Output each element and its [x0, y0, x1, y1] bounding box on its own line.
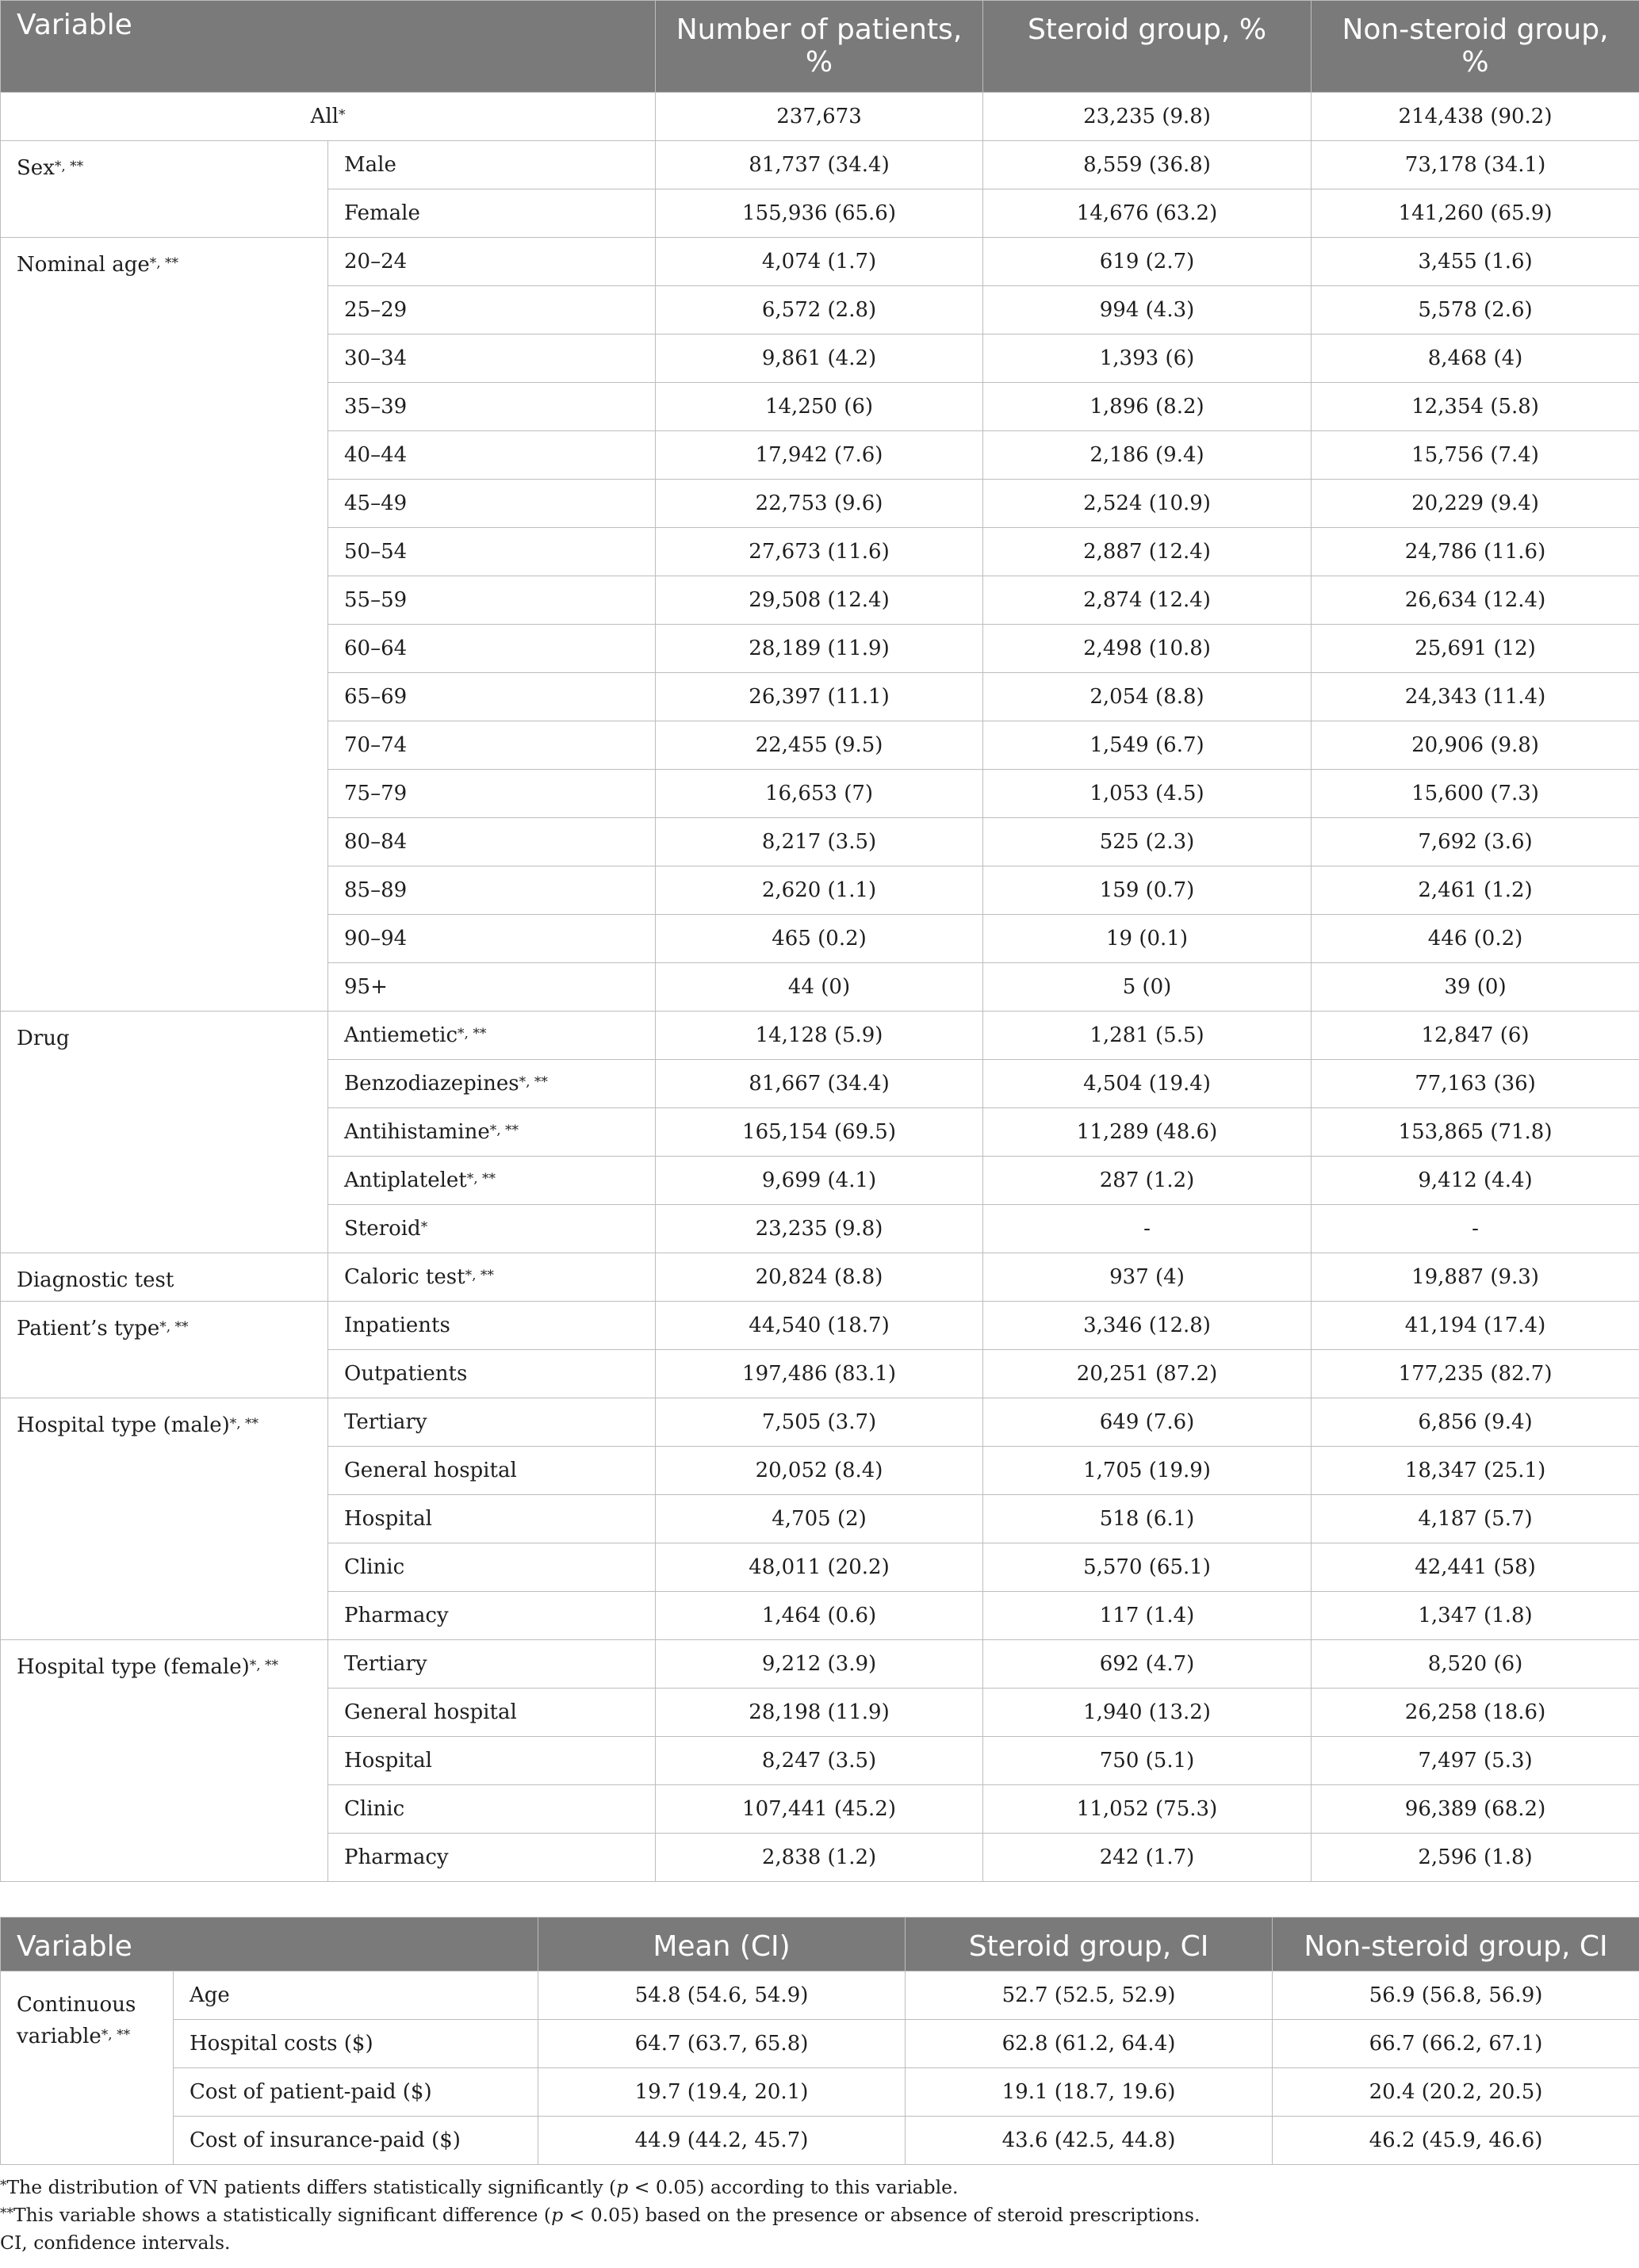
- cell-mean: 19.7 (19.4, 20.1): [538, 2068, 906, 2117]
- cell-steroid: 518 (6.1): [983, 1495, 1312, 1543]
- cell-non-steroid: 446 (0.2): [1312, 915, 1639, 963]
- significance-mark: *, **: [101, 2027, 131, 2044]
- cell-number: 20,824 (8.8): [656, 1253, 983, 1302]
- row-label: [328, 141, 656, 189]
- row-label: [328, 673, 656, 721]
- row-label: [328, 1350, 656, 1398]
- table-row: [1, 1012, 1639, 1060]
- row-label: [328, 1302, 656, 1350]
- cell-steroid: 2,498 (10.8): [983, 625, 1312, 673]
- row-label-text: 85–89: [344, 878, 408, 902]
- cell-number: 29,508 (12.4): [656, 576, 983, 625]
- cell-number: 6,572 (2.8): [656, 286, 983, 335]
- row-label: Cost of patient-paid ($): [174, 2068, 538, 2117]
- header-non-steroid-group: Non-steroid group, %: [1312, 1, 1639, 93]
- row-label-text: 55–59: [344, 587, 408, 612]
- header-variable: Variable: [1, 1, 656, 93]
- cell-steroid: 287 (1.2): [983, 1157, 1312, 1205]
- cell-number: 9,861 (4.2): [656, 335, 983, 383]
- row-label-text: Steroid: [344, 1216, 421, 1241]
- cell-steroid: 117 (1.4): [983, 1592, 1312, 1640]
- table-row: [1, 238, 1639, 286]
- row-label-text: Hospital: [344, 1506, 432, 1531]
- row-label: [328, 1543, 656, 1592]
- footnote-mark: **: [0, 2205, 13, 2221]
- cell-steroid: 20,251 (87.2): [983, 1350, 1312, 1398]
- cell-number: 17,942 (7.6): [656, 431, 983, 480]
- cell-non-steroid: 46.2 (45.9, 46.6): [1273, 2117, 1639, 2165]
- cell-steroid: 937 (4): [983, 1253, 1312, 1302]
- cell-non-steroid: 19,887 (9.3): [1312, 1253, 1639, 1302]
- cell-number: 22,455 (9.5): [656, 721, 983, 770]
- row-label: [328, 576, 656, 625]
- footnote-mark: *: [0, 2178, 7, 2193]
- table-row-all: [1, 93, 1639, 141]
- row-label-text: 30–34: [344, 346, 408, 370]
- row-label-text: Clinic: [344, 1796, 405, 1821]
- cell-steroid: 1,393 (6): [983, 335, 1312, 383]
- row-label: [328, 1157, 656, 1205]
- cell-number: 155,936 (65.6): [656, 189, 983, 238]
- cell-number: 8,217 (3.5): [656, 818, 983, 866]
- row-label: [328, 1205, 656, 1253]
- significance-mark: *, **: [466, 1170, 496, 1187]
- cell-mean: 44.9 (44.2, 45.7): [538, 2117, 906, 2165]
- table-header-row: [1, 1, 1639, 93]
- all-label-text: All: [310, 104, 339, 128]
- row-label-text: Pharmacy: [344, 1845, 449, 1869]
- cell-steroid: 8,559 (36.8): [983, 141, 1312, 189]
- row-label-text: Benzodiazepines: [344, 1071, 519, 1096]
- significance-mark: *, **: [458, 1025, 487, 1042]
- cell-non-steroid: 24,786 (11.6): [1312, 528, 1639, 576]
- significance-mark: *, **: [249, 1658, 279, 1673]
- row-label-text: 75–79: [344, 781, 408, 805]
- cell-steroid: 2,186 (9.4): [983, 431, 1312, 480]
- cell-non-steroid: 15,600 (7.3): [1312, 770, 1639, 818]
- table-row: [1, 2068, 1639, 2117]
- cell-steroid: 1,281 (5.5): [983, 1012, 1312, 1060]
- group-label: [1, 141, 328, 238]
- cell-non-steroid: 77,163 (36): [1312, 1060, 1639, 1108]
- row-label: [328, 963, 656, 1012]
- cell-non-steroid: 8,468 (4): [1312, 335, 1639, 383]
- cell-number: 465 (0.2): [656, 915, 983, 963]
- row-label-text: 80–84: [344, 829, 408, 854]
- cell-non-steroid: 7,497 (5.3): [1312, 1737, 1639, 1785]
- row-label-text: 45–49: [344, 491, 408, 515]
- row-label-text: Hospital: [344, 1748, 432, 1773]
- cell-non-steroid: 8,520 (6): [1312, 1640, 1639, 1689]
- table-row: [1, 2117, 1639, 2165]
- row-label-text: 90–94: [344, 926, 408, 950]
- cell-number: 22,753 (9.6): [656, 480, 983, 528]
- row-label: Cost of insurance-paid ($): [174, 2117, 538, 2165]
- cell-number: 107,441 (45.2): [656, 1785, 983, 1834]
- cell-non-steroid: 9,412 (4.4): [1312, 1157, 1639, 1205]
- cell-non-steroid: 56.9 (56.8, 56.9): [1273, 1972, 1639, 2020]
- cell-number: 23,235 (9.8): [656, 1205, 983, 1253]
- cell-steroid: 2,054 (8.8): [983, 673, 1312, 721]
- table-row: [1, 1640, 1639, 1689]
- cell-steroid: 14,676 (63.2): [983, 189, 1312, 238]
- row-label: [328, 915, 656, 963]
- group-label-line1: Continuous: [17, 1993, 136, 2017]
- cell-steroid: 4,504 (19.4): [983, 1060, 1312, 1108]
- cell-steroid: 5 (0): [983, 963, 1312, 1012]
- cell-non-steroid: 12,847 (6): [1312, 1012, 1639, 1060]
- cell-number: 9,212 (3.9): [656, 1640, 983, 1689]
- table-header-row: [1, 1918, 1639, 1972]
- cell-non-steroid: 3,455 (1.6): [1312, 238, 1639, 286]
- group-label-text: Nominal age: [17, 253, 150, 277]
- row-label: [328, 238, 656, 286]
- cell-steroid: 159 (0.7): [983, 866, 1312, 915]
- header-number-of-patients: Number of patients, %: [656, 1, 983, 93]
- row-label: [328, 1785, 656, 1834]
- cell-steroid: 11,289 (48.6): [983, 1108, 1312, 1157]
- cell-steroid: 11,052 (75.3): [983, 1785, 1312, 1834]
- cell-number: 237,673: [656, 93, 983, 141]
- table-row: [1, 141, 1639, 189]
- cell-number: 28,189 (11.9): [656, 625, 983, 673]
- cell-non-steroid: 26,634 (12.4): [1312, 576, 1639, 625]
- cell-number: 4,074 (1.7): [656, 238, 983, 286]
- row-label: [328, 1398, 656, 1447]
- cell-steroid: 2,524 (10.9): [983, 480, 1312, 528]
- group-label-text: Patient’s type: [17, 1317, 160, 1341]
- row-label-text: 50–54: [344, 539, 408, 564]
- cell-number: 165,154 (69.5): [656, 1108, 983, 1157]
- group-label-text: Hospital type (female): [17, 1655, 250, 1679]
- group-label-text: Sex: [17, 156, 55, 180]
- cell-non-steroid: 6,856 (9.4): [1312, 1398, 1639, 1447]
- significance-mark: *, **: [519, 1073, 548, 1090]
- cell-steroid: 649 (7.6): [983, 1398, 1312, 1447]
- footnote-significance-steroid: **This variable shows a statistically significant difference (p < 0.05) based on the presence or absence of steroid prescriptions.: [0, 2204, 1201, 2226]
- significance-mark: *, **: [489, 1122, 519, 1138]
- row-label: [328, 1012, 656, 1060]
- row-label: [328, 1060, 656, 1108]
- cell-steroid: 525 (2.3): [983, 818, 1312, 866]
- cell-non-steroid: 214,438 (90.2): [1312, 93, 1639, 141]
- cell-number: 48,011 (20.2): [656, 1543, 983, 1592]
- cell-number: 44 (0): [656, 963, 983, 1012]
- group-label: [1, 1302, 328, 1398]
- cell-non-steroid: 20,906 (9.8): [1312, 721, 1639, 770]
- row-label-text: 65–69: [344, 684, 408, 709]
- cell-non-steroid: -: [1312, 1205, 1639, 1253]
- group-label-continuous: [1, 1972, 174, 2165]
- row-label: [328, 528, 656, 576]
- row-label: [328, 1253, 656, 1302]
- row-label-text: Tertiary: [344, 1651, 427, 1676]
- row-label-text: 70–74: [344, 732, 408, 757]
- cell-number: 28,198 (11.9): [656, 1689, 983, 1737]
- cell-steroid: 1,705 (19.9): [983, 1447, 1312, 1495]
- cell-number: 16,653 (7): [656, 770, 983, 818]
- cell-mean: 64.7 (63.7, 65.8): [538, 2020, 906, 2068]
- row-label: [328, 1592, 656, 1640]
- row-label: [328, 189, 656, 238]
- header-non-steroid-group-ci: Non-steroid group, CI: [1273, 1918, 1639, 1972]
- row-label: [328, 1108, 656, 1157]
- row-label-text: Outpatients: [344, 1361, 468, 1386]
- significance-mark: *, **: [54, 159, 84, 174]
- cell-mean: 54.8 (54.6, 54.9): [538, 1972, 906, 2020]
- cell-non-steroid: 153,865 (71.8): [1312, 1108, 1639, 1157]
- cell-non-steroid: 12,354 (5.8): [1312, 383, 1639, 431]
- row-label-text: General hospital: [344, 1458, 517, 1482]
- row-label: [328, 866, 656, 915]
- significance-mark: *, **: [229, 1416, 259, 1432]
- header-mean-ci: Mean (CI): [538, 1918, 906, 1972]
- row-label: Age: [174, 1972, 538, 2020]
- row-label: [328, 625, 656, 673]
- cell-non-steroid: 2,596 (1.8): [1312, 1834, 1639, 1882]
- row-label-text: Antihistamine: [344, 1119, 490, 1144]
- cell-number: 2,620 (1.1): [656, 866, 983, 915]
- cell-non-steroid: 24,343 (11.4): [1312, 673, 1639, 721]
- group-label: [1, 1398, 328, 1640]
- row-label: [328, 431, 656, 480]
- row-label: [328, 335, 656, 383]
- cell-steroid: 2,874 (12.4): [983, 576, 1312, 625]
- footnote-ci-definition: CI, confidence intervals.: [0, 2232, 231, 2254]
- row-label: [328, 1495, 656, 1543]
- row-label-text: Caloric test: [344, 1264, 465, 1289]
- all-label: [1, 93, 656, 141]
- cell-steroid: 19.1 (18.7, 19.6): [906, 2068, 1273, 2117]
- row-label: [328, 383, 656, 431]
- table-row: [1, 1398, 1639, 1447]
- cell-steroid: 692 (4.7): [983, 1640, 1312, 1689]
- cell-non-steroid: 1,347 (1.8): [1312, 1592, 1639, 1640]
- cell-steroid: 242 (1.7): [983, 1834, 1312, 1882]
- cell-non-steroid: 39 (0): [1312, 963, 1639, 1012]
- row-label-text: General hospital: [344, 1700, 517, 1724]
- row-label: [328, 770, 656, 818]
- cell-non-steroid: 26,258 (18.6): [1312, 1689, 1639, 1737]
- cell-non-steroid: 4,187 (5.7): [1312, 1495, 1639, 1543]
- cell-number: 197,486 (83.1): [656, 1350, 983, 1398]
- row-label: [328, 480, 656, 528]
- cell-number: 27,673 (11.6): [656, 528, 983, 576]
- row-label: [328, 721, 656, 770]
- group-label: [1, 1640, 328, 1882]
- cell-steroid: 619 (2.7): [983, 238, 1312, 286]
- cell-non-steroid: 177,235 (82.7): [1312, 1350, 1639, 1398]
- row-label-text: Inpatients: [344, 1313, 450, 1337]
- row-label: [328, 1737, 656, 1785]
- cell-non-steroid: 66.7 (66.2, 67.1): [1273, 2020, 1639, 2068]
- cell-steroid: 994 (4.3): [983, 286, 1312, 335]
- cell-number: 9,699 (4.1): [656, 1157, 983, 1205]
- cell-non-steroid: 20,229 (9.4): [1312, 480, 1639, 528]
- cell-steroid: 1,549 (6.7): [983, 721, 1312, 770]
- row-label-text: 35–39: [344, 394, 408, 419]
- table-row: [1, 2020, 1639, 2068]
- significance-mark: *, **: [465, 1267, 494, 1283]
- cell-number: 7,505 (3.7): [656, 1398, 983, 1447]
- cell-number: 44,540 (18.7): [656, 1302, 983, 1350]
- table-row: [1, 1253, 1639, 1302]
- cell-steroid: 23,235 (9.8): [983, 93, 1312, 141]
- cell-non-steroid: 141,260 (65.9): [1312, 189, 1639, 238]
- cell-non-steroid: 2,461 (1.2): [1312, 866, 1639, 915]
- row-label-text: Tertiary: [344, 1409, 427, 1434]
- footnote-significance-distribution: *The distribution of VN patients differs statistically significantly (p < 0.05) according to this variable.: [0, 2176, 959, 2198]
- continuous-variable-table: [0, 1917, 1639, 2165]
- group-label: [1, 1012, 328, 1253]
- row-label-text: Clinic: [344, 1555, 405, 1579]
- cell-non-steroid: 15,756 (7.4): [1312, 431, 1639, 480]
- table-row: [1, 1972, 1639, 2020]
- row-label-text: 95+: [344, 974, 388, 999]
- significance-mark: *: [420, 1218, 428, 1235]
- row-label-text: Antiemetic: [344, 1023, 458, 1047]
- footnotes: [0, 2174, 1639, 2257]
- cell-non-steroid: 42,441 (58): [1312, 1543, 1639, 1592]
- cell-non-steroid: 5,578 (2.6): [1312, 286, 1639, 335]
- cell-number: 81,667 (34.4): [656, 1060, 983, 1108]
- row-label-text: 60–64: [344, 636, 408, 660]
- row-label: [328, 1640, 656, 1689]
- group-label: [1, 1253, 328, 1302]
- row-label-text: Male: [344, 152, 396, 177]
- cell-steroid: 5,570 (65.1): [983, 1543, 1312, 1592]
- cell-steroid: 62.8 (61.2, 64.4): [906, 2020, 1273, 2068]
- cell-steroid: 43.6 (42.5, 44.8): [906, 2117, 1273, 2165]
- cell-number: 14,250 (6): [656, 383, 983, 431]
- row-label-text: 40–44: [344, 442, 408, 467]
- cell-steroid: 1,940 (13.2): [983, 1689, 1312, 1737]
- significance-mark: *, **: [149, 255, 179, 271]
- significance-mark: *, **: [159, 1319, 189, 1335]
- cell-steroid: -: [983, 1205, 1312, 1253]
- cell-steroid: 750 (5.1): [983, 1737, 1312, 1785]
- cell-steroid: 1,053 (4.5): [983, 770, 1312, 818]
- cell-steroid: 3,346 (12.8): [983, 1302, 1312, 1350]
- cell-non-steroid: 25,691 (12): [1312, 625, 1639, 673]
- row-label: [328, 1447, 656, 1495]
- row-label: [328, 1689, 656, 1737]
- cell-number: 81,737 (34.4): [656, 141, 983, 189]
- header-steroid-group: Steroid group, %: [983, 1, 1312, 93]
- cell-non-steroid: 18,347 (25.1): [1312, 1447, 1639, 1495]
- cell-non-steroid: 96,389 (68.2): [1312, 1785, 1639, 1834]
- cell-non-steroid: 20.4 (20.2, 20.5): [1273, 2068, 1639, 2117]
- cell-number: 1,464 (0.6): [656, 1592, 983, 1640]
- row-label-text: Female: [344, 201, 420, 225]
- cell-number: 20,052 (8.4): [656, 1447, 983, 1495]
- cell-steroid: 1,896 (8.2): [983, 383, 1312, 431]
- significance-mark: *: [338, 106, 346, 123]
- cell-non-steroid: 7,692 (3.6): [1312, 818, 1639, 866]
- cell-number: 26,397 (11.1): [656, 673, 983, 721]
- row-label: Hospital costs ($): [174, 2020, 538, 2068]
- cell-number: 8,247 (3.5): [656, 1737, 983, 1785]
- group-label-text: Diagnostic test: [17, 1268, 174, 1292]
- header-variable: Variable: [1, 1918, 538, 1972]
- cell-steroid: 2,887 (12.4): [983, 528, 1312, 576]
- row-label-text: 20–24: [344, 249, 408, 273]
- row-label: [328, 286, 656, 335]
- table-row: [1, 1302, 1639, 1350]
- cell-steroid: 52.7 (52.5, 52.9): [906, 1972, 1273, 2020]
- cell-steroid: 19 (0.1): [983, 915, 1312, 963]
- cell-number: 14,128 (5.9): [656, 1012, 983, 1060]
- row-label-text: Antiplatelet: [344, 1168, 467, 1192]
- group-label: [1, 238, 328, 1012]
- row-label-text: 25–29: [344, 297, 408, 322]
- cell-non-steroid: 41,194 (17.4): [1312, 1302, 1639, 1350]
- cell-number: 2,838 (1.2): [656, 1834, 983, 1882]
- row-label: [328, 1834, 656, 1882]
- cell-number: 4,705 (2): [656, 1495, 983, 1543]
- group-label-text: Drug: [17, 1027, 70, 1050]
- group-label-line2: variable: [17, 2025, 101, 2049]
- group-label-text: Hospital type (male): [17, 1413, 230, 1437]
- header-steroid-group-ci: Steroid group, CI: [906, 1918, 1273, 1972]
- cell-non-steroid: 73,178 (34.1): [1312, 141, 1639, 189]
- row-label-text: Pharmacy: [344, 1603, 449, 1627]
- row-label: [328, 818, 656, 866]
